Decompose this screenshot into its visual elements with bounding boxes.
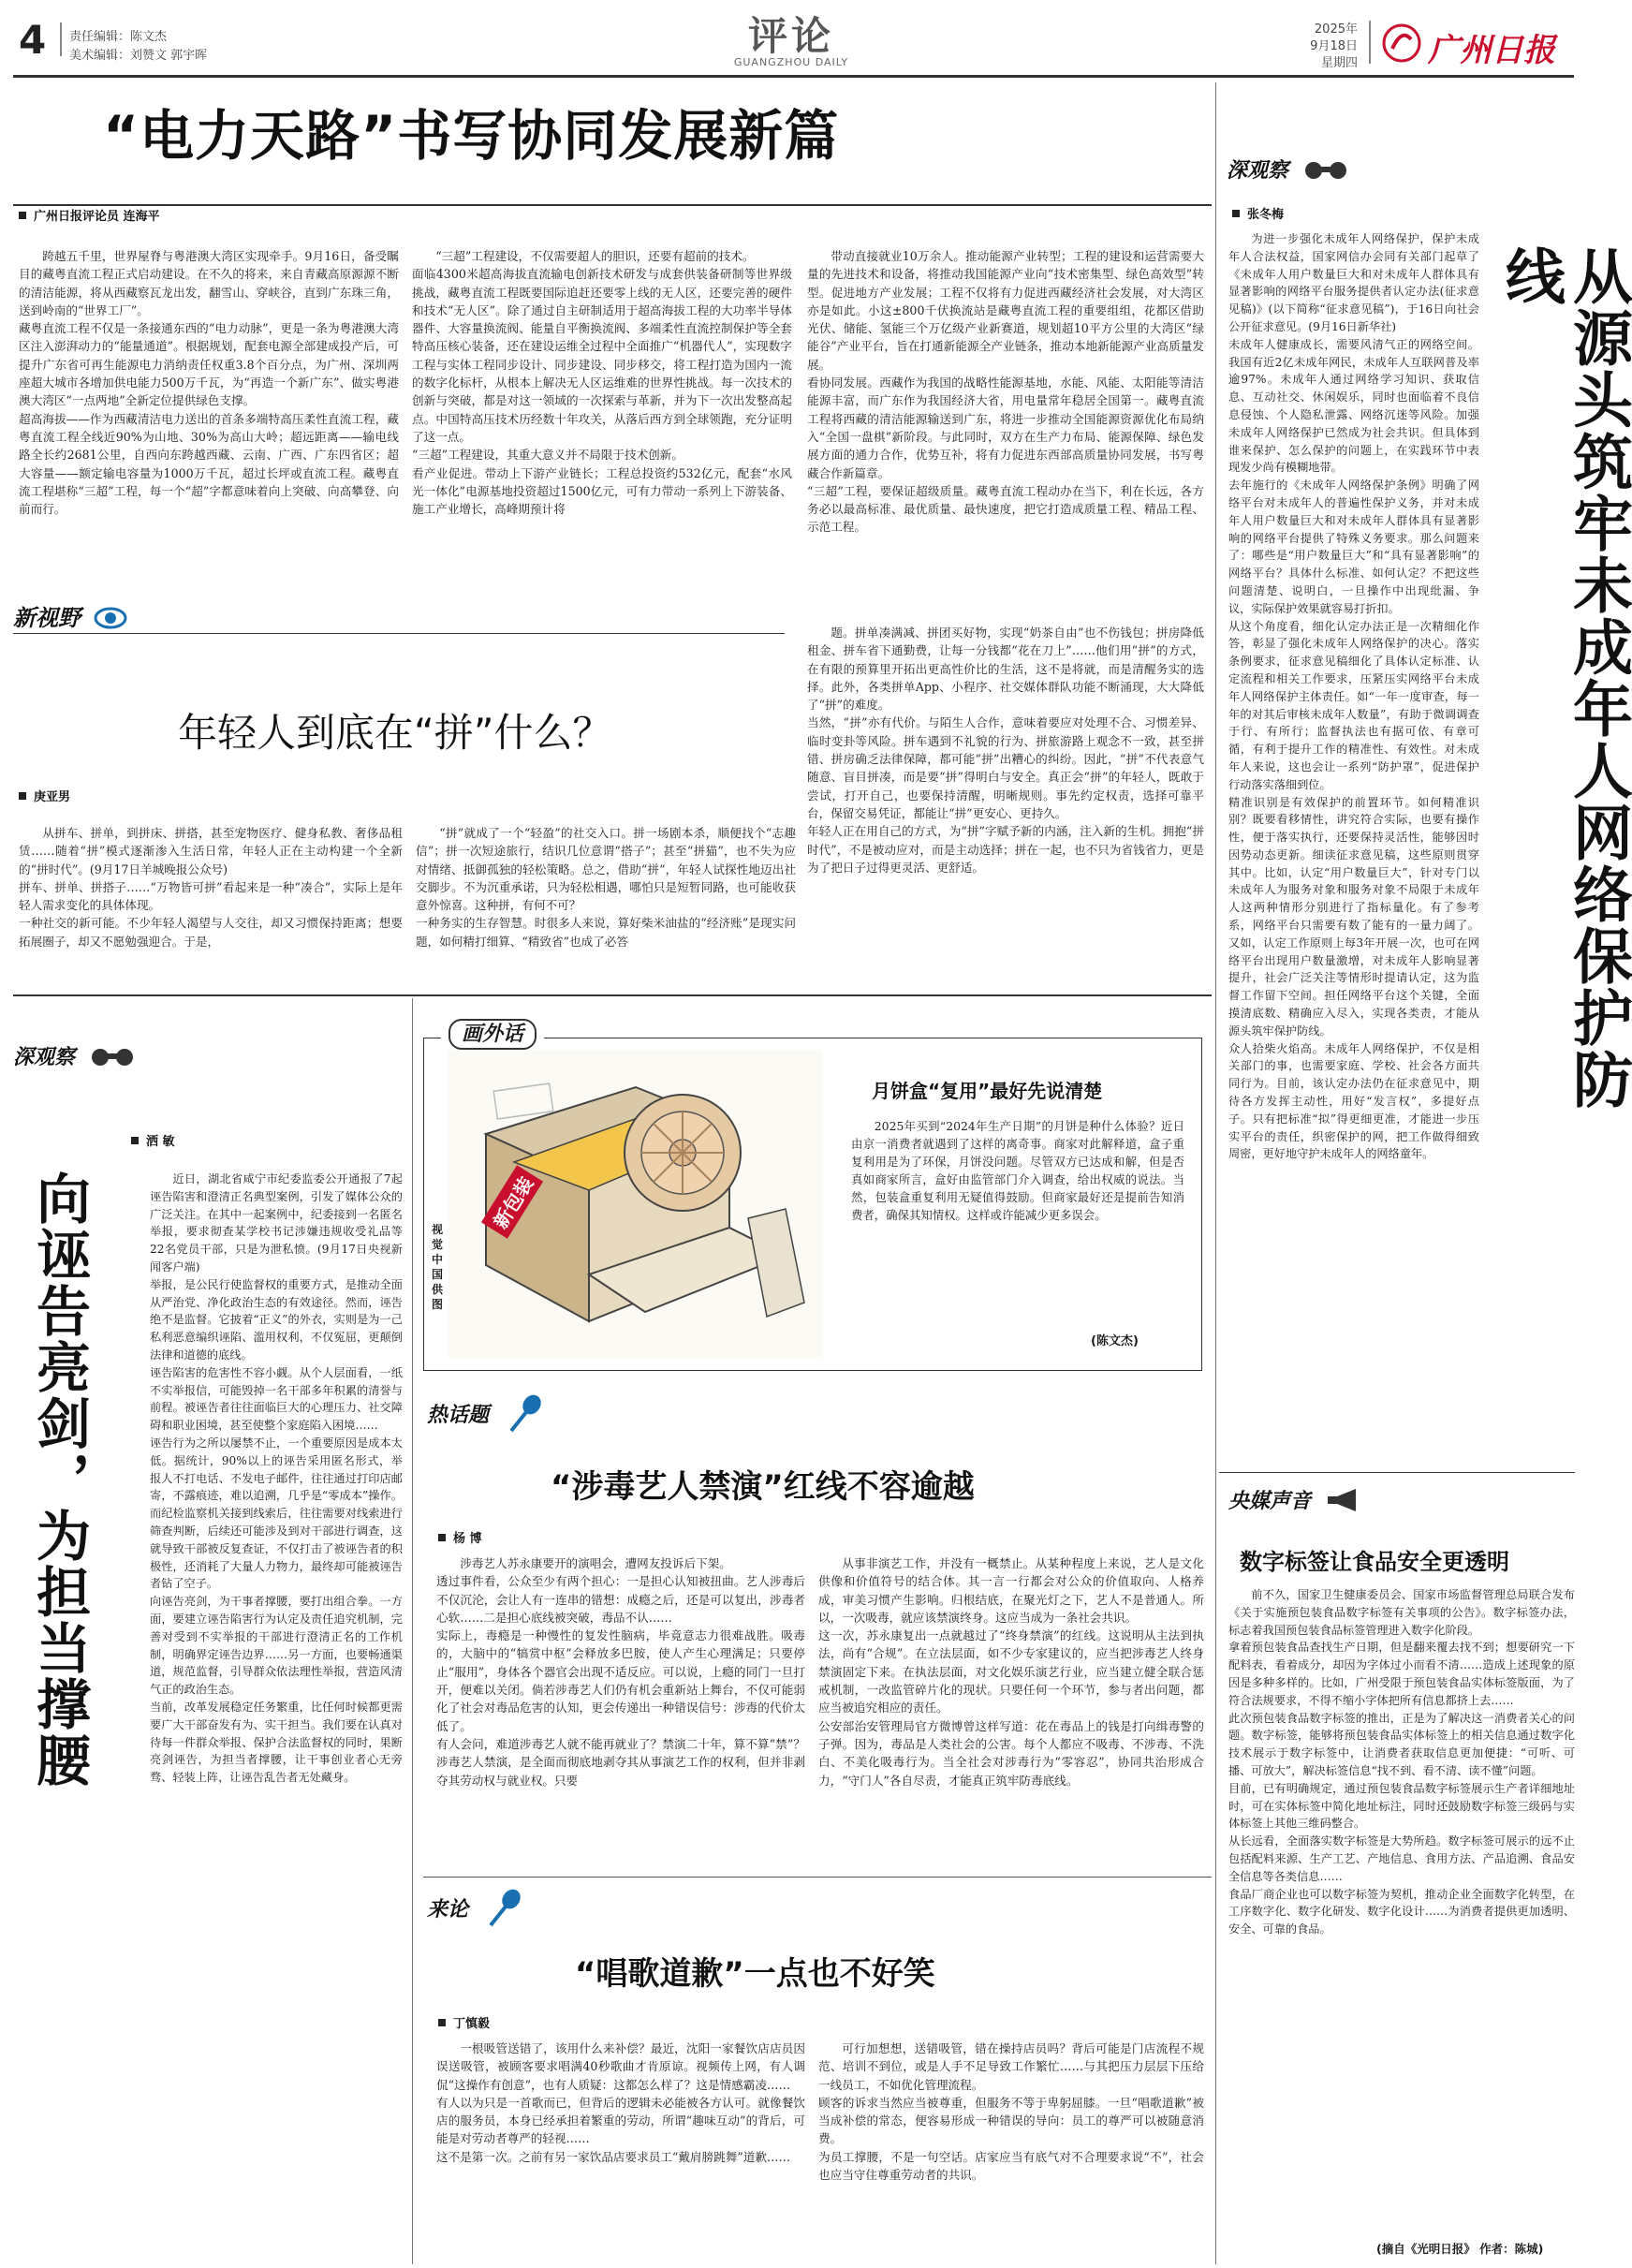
section-tag: [427, 1393, 545, 1435]
bullet-square: [1232, 210, 1240, 217]
masthead: [0, 0, 1587, 77]
weekday: 星期四: [1320, 56, 1358, 70]
section-tag-text: 新视野: [13, 605, 81, 631]
section-tag: [1227, 155, 1350, 184]
section-tag: [427, 1888, 524, 1929]
section-tag-text: 热话题: [427, 1404, 490, 1427]
section-tag-text: 深观察: [1227, 159, 1289, 183]
cartoon-author: (陈文杰): [1091, 1334, 1139, 1348]
byline-text: 杨 博: [453, 1532, 482, 1546]
byline-text: 洒 敏: [146, 1135, 175, 1149]
byline: [438, 2013, 490, 2031]
bullet-square: [438, 1534, 446, 1541]
section-title: 评论: [747, 13, 834, 59]
bullet-square: [438, 2019, 446, 2026]
cartoon-text: 2025年买到“2024年生产日期”的月饼是种什么体验？近日由京一消费者就遇到了这样的离奇事。商家对此解释道，盒子重复利用是为了环保，月饼没问题。尽管双方已达成和解，但是否真如商家所言，盒好由监管部门介入调查，给出权威的说法。当然，包装盒重复利用无疑值得鼓励。但商家最好还是提前告知消费者，确保其知情权。这样或许能减少更多误会。: [851, 1119, 1184, 1222]
section-subtitle: GUANGZHOU DAILY: [733, 56, 849, 68]
binoculars-icon: [1301, 159, 1350, 180]
byline: [438, 1528, 482, 1546]
article-column: [818, 2040, 1204, 2261]
divider: [13, 204, 1212, 206]
article-body: 带动直接就业10万余人。推动能源产业转型；工程的建设和运营需要大量的先进技术和设备，将推动我国能源产业向“技术密集型、绿色高效型”转型。促进地方产业发展；工程不仅将有力促进西藏经济社会发展，对大湾区亦是如此。小这±800千伏换流站是藏粤直流工程的重要组组，花都区借助光伏、储能、氢能三个万亿级产业新赛道，规划超10平方公里的大湾区“绿能谷”产业平台，旨在打通新能源全产业链条，推动本地新能源产业高质量发展。 看协同发展。西藏作为我国的战略性能源基地，水能、风能、太阳能等清洁能源丰富，而广东作为我国经济大省，用电量常年稳居全国第一。藏粤直流工程将西藏的清洁能源输送到广东，将进一步推动全国能源资源优化布局纳入“全国一盘棋”新阶段。与此同时，双方在生产力布局、能源保障、绿色发展方面的通力合作，优势互补，将有力促进东西部高质量协同发展，书写粤藏合作新篇章。 “三超”工程，要保证超级质量。藏粤直流工程动办在当下，利在长远，各方务必以最高标准、最优质量、最快速度，把它打造成质量工程、精品工程、示范工程。: [807, 249, 1204, 535]
vertical-headline: 从源头筑牢未成年人网络保护防线: [1495, 245, 1632, 1111]
article-body: “三超”工程建设，不仅需要超人的胆识，还要有超前的技术。 面临4300米超高海拔直流输电创新技术研发与成套供装备研制等世界级挑战，藏粤直流工程既要国际追赶还要零上线的无人区，还要完善的硬件和技术“无人区”。除了通过自主研制适用于超高海拔工程的大功率半导体器件、大容量换流阀、能量自平衡换流阀、多端柔性直流控制保护等全套特高压核心装备，还在建设运维全过程中全面推广“机器代人”，实现数字工程与实体工程同步设计、同步建设、同步移交，将工程打造为国内一流的数字化标杆，从根本上解决无人区运维难的世界性挑战。每一次技术的创新与突破，都是对这一领域的一次探索与革新，并为下一次出发整高起点。中国特高压技术历经数十年攻关，从落后西方到全球领跑，充分证明了这一点。 “三超”工程建设，其重大意义并不局限于技术创新。 看产业促进。带动上下游产业链长；工程总投资约532亿元，配套“水风光一体化”电源基地投资超过1500亿元，可有力带动一系列上下游装备、施工产业增长，高峰期预计将: [412, 249, 792, 517]
cartoon-box: [423, 1023, 1202, 1371]
divider: [1369, 21, 1371, 64]
article-column: [1228, 1586, 1575, 2232]
bullet-square: [19, 212, 26, 219]
article-body: 涉毒艺人苏永康要开的演唱会，遭网友投诉后下架。 透过事件看，公众至少有两个担心：一是担心认知被扭曲。艺人涉毒后不仅沉沦，会让人有一连串的错想：成瘾之后，还是可以复出，涉毒者心软……二是担心底线被突破，毒品不认…… 实际上，毒瘾是一种慢性的复发性脑病，毕竟意志力很难战胜。吸毒的，大脑中的“犒赏中枢”会释放多巴胺，使人产生心理满足；只要停止“服用”，身体各个器官会出现不适反应。可以说，上瘾的同门一旦打开，便难以关闭。倘若涉毒艺人们仍有机会重新站上舞台，不仅可能弱化了社会对毒品危害的认知，更会传递出一种错误信号：涉毒的代价太低了。 有人会问，难道涉毒艺人就不能再就业了？禁演二十年，算不算“禁”？涉毒艺人禁演，是全面而彻底地剥夺其从事演艺工作的权利，但并非剥夺其劳动权与就业权。只要: [436, 1556, 805, 1788]
article-headline: 数字标签让食品安全更透明: [1240, 1549, 1509, 1575]
byline: [19, 206, 160, 224]
article-body: 从事非演艺工作，并没有一概禁止。从某种程度上来说，艺人是文化供像和价值符号的结合体。其一言一行都会对公众的价值取向、人格养成，审美习惯产生影响。归根结底，在聚光灯之下，艺人不是普通人。所以，一次吸毒，就应该禁演终身。这应当成为一条社会共识。 这一次，苏永康复出一点就越过了“终身禁演”的红线。这说明从主法到执法，尚有“合规”。在立法层面，如不少专家建议的，应当把涉毒艺人终身禁演固定下来。在执法层面，对文化娱乐演艺行业，应当建立健全联合惩戒机制，一改监管碎片化的现状。只要任何一个环节，参与者出问题，都应当被追究相应的责任。 公安部治安管理局官方微博曾这样写道：花在毒品上的钱是打向缉毒警的子弹。因为，毒品是人类社会的公害。每个人都应不吸毒、不涉毒、不洗白、不美化吸毒行为。当全社会对涉毒行为“零容忍”，协同共治形成合力，“守门人”各自尽责，才能真正筑牢防毒底线。: [818, 1556, 1204, 1788]
byline-text: 广州日报评论员 连海平: [34, 210, 160, 224]
article-body: 为进一步强化未成年人网络保护，保护未成年人合法权益，国家网信办会同有关部门起草了《未成年人用户数量巨大和对未成年人群体具有显著影响的网络平台服务提供者认定办法(征求意见稿)》(以下简称“征求意见稿”)，于16日向社会公开征求意见。(9月16日新华社) 未成年人健康成长，需要风清气正的网络空间。我国有近2亿未成年网民，未成年人互联网普及率逾97%。未成年人通过网络学习知识、获取信息、互动社交、休闲娱乐，同时也面临着不良信息侵蚀、个人隐私泄露、网络沉迷等风险。加强未成年人网络保护已然成为社会共识。但具体到谁来保护、怎么保护的问题上，在实践环节中表现发少尚有模糊地带。 去年施行的《未成年人网络保护条例》明确了网络平台对未成年人的普遍性保护义务，并对未成年人用户数量巨大和对未成年人群体具有显著影响的网络平台提供了特殊义务要求。那么问题来了：哪些是“用户数量巨大”和“具有显著影响”的网络平台？具体什么标准、如何认定？不把这些问题清楚、说明白，一旦操作中出现纰漏、争议，实际保护效果就容易打折扣。 从这个角度看，细化认定办法正是一次精细化作答，彰显了强化未成年人网络保护的决心。落实条例要求，征求意见稿细化了具体认定标准、认定流程和相关工作要求，压紧压实网络平台未成年人网络保护主体责任。如“一年一度审查，每一年的对其后审核未成年人数量”，有助于微调调查于行、有所行；监督执法也有据可依、有章可循，有利于提升工作的精准性、有效性。对未成年人来说，这也会让一系列“防护罩”，促进保护行动落实落细到位。 精准识别是有效保护的前置环节。如何精准识别？既要看移情性，讲究符合实际，也要有操作性，便于落实执行，还要保持灵活性，能够因时因势动态更新。细读征求意见稿，这些原则贯穿其中。比如，认定“用户数量巨大”，针对专门以未成年人为服务对象和服务对象不局限于未成年人这两种情形分别进行了指标量化。有了参考系，网络平台只需要有数了能有的一量力阔了。又如，认定工作原则上每3年开展一次，也可在网络平台出现用户数量激增，对未成年人影响显著提升，社会广泛关注等情形时提请认定，这为监督工作留下空间。担任网络平台这个关键，全面摸清底数、精确应入尽入，实现各类责，才能从源头筑牢保护防线。 众人拾柴火焰高。未成年人网络保护，不仅是相关部门的事，也需要家庭、学校、社会各方面共同行为。目前，该认定办法仍在征求意见中，期待各方发挥主动性，用好“发言权”，多提好点子。只有把标准“拟”得更细更准，才能进一步压实平台的责任，织密保护的网，把工作做得细致周密，更好地守护未成年人的网络童年。: [1228, 232, 1479, 1161]
cartoon-box-label: 新包装: [481, 1165, 543, 1239]
divider: [1219, 1472, 1575, 1473]
article-body: 一根吸管送错了，该用什么来补偿？最近，沈阳一家餐饮店店员因误送吸管，被顾客要求唱满40秒歌曲才肯原谅。视频传上网，有人调侃“这操作有创意”，也有人质疑：这都怎么样了？这是情感霸凌…… 有人以为只是一首歌而已，但背后的逻辑未必能被各方认可。就像餐饮店的服务员，本身已经承担着繁重的劳动，所谓“趣味互动”的背后，可能是对劳动者尊严的轻视…… 这不是第一次。之前有另一家饮品店要求员工“戴肩膀跳舞”道歉……: [436, 2041, 805, 2164]
article-body: “拼”就成了一个“轻盈”的社交入口。拼一场剧本杀，顺便找个“志趣信”；拼一次短途旅行，结识几位意谓“搭子”；甚至“拼猫”，也不失为应对情绪、抵御孤独的轻松策略。总之，借助“拼”，年轻人试探性地迈出社交脚步。不为沉重承诺，只为轻松相遇，哪怕只是短暂同路，也可能收获意外惊喜。这种拼，有何不可？ 一种务实的生存智慧。时很多人来说，算好柴米油盐的“经济账”是现实问题，如何精打细算、“精致省”也成了必答: [416, 826, 796, 949]
article-body: 题。拼单凑满减、拼团买好物，实现“奶茶自由”也不伤钱包；拼房降低租金、拼车省下通勤费，让每一分钱都“花在刀上”……他们用“拼”的方式，在有限的预算里开拓出更高性价比的生活，这不是将就，而是清醒务实的选择。此外，各类拼单App、小程序、社交媒体群队功能不断涌现，大大降低了“拼”的难度。 当然，“拼”亦有代价。与陌生人合作，意味着要应对处理不合、习惯差异、临时变卦等风险。拼车遇到不礼貌的行为、拼旅游路上观念不一致，甚至拼错、拼房确乏法律保障，都可能“拼”出糟心的纠纷。因此，“拼”不代表意气随意、盲目拼凑，而是要“拼”得明白与安全。真正会“拼”的年轻人，既敢于尝试，打开自己，也要保持清醒，明晰规则。事先约定权责，选择可靠平台，保留交易凭证，都能让“拼”更安心、更持久。 年轻人正在用自己的方式，为“拼”字赋予新的内涵，注入新的生机。拥抱“拼时代”，不是被动应对，而是主动选择；拼在一起，也不只为省钱省力，更是为了把日子过得更灵活、更舒适。: [807, 626, 1204, 875]
section-tag-text: 深观察: [13, 1046, 76, 1069]
page-number: 4: [19, 17, 47, 63]
divider: [412, 998, 413, 2264]
megaphone-icon: [1324, 1487, 1361, 1513]
masthead-rule: [13, 75, 1574, 78]
divider: [423, 1877, 1212, 1878]
article-column: [19, 824, 403, 959]
paper-logo: [1381, 21, 1568, 69]
article-column: [818, 1554, 1204, 1869]
byline-text: 丁慎毅: [453, 2017, 491, 2031]
article-column: [19, 247, 399, 564]
section-tag-text: 来论: [427, 1898, 469, 1922]
article-body: 从拼车、拼单，到拼床、拼搭，甚至宠物医疗、健身私教、奢侈品租赁……随着“拼”模式逐渐渗入生活日常，年轻人正在主动构建一个全新的“拼时代”。(9月17日羊城晚报公众号) 拼车、拼单、拼搭子……“万物皆可拼”看起来是一种“凑合”，实际上是年轻人需求变化的具体体现。 一种社交的新可能。不少年轻人渴望与人交往，却又习惯保持距离；想要拓展圈子，却又不愿勉强迎合。于是，: [19, 826, 403, 949]
binoculars-icon: [88, 1046, 137, 1067]
byline-text: 庚亚男: [34, 790, 71, 804]
paper-name: 广州日报: [1428, 32, 1555, 69]
article-body: 近日，湖北省咸宁市纪委监委公开通报了7起诬告陷害和澄清正名典型案例，引发了媒体公众的广泛关注。在其中一起案例中，纪委接到一名匿名举报，要求彻查某学校书记涉嫌违规收受礼品等22名党员干部，只是为泄私愤。(9月17日央视新闻客户端) 举报，是公民行使监督权的重要方式，是推动全面从严治党、净化政治生态的有效途径。然而，诬告绝不是监督。它披着“正义”的外衣，实则是为一己私利恶意编织诬陷、滥用权利，不仅冤屈，更颠倒法律和道德的底线。 诬告陷害的危害性不容小觑。从个人层面看，一纸不实举报信，可能毁掉一名干部多年积累的清誉与前程。被诬告者往往面临巨大的心理压力、社交障碍和职业困境，甚至使整个家庭陷入困境…… 诬告行为之所以屡禁不止，一个重要原因是成本太低。据统计，90%以上的诬告采用匿名形式，举报人不打电话、不发电子邮件，往往通过打印店邮寄，不露痕迹，难以追溯，几乎是“零成本”操作。而纪检监察机关接到线索后，往往需要对线索进行筛查判断，后续还可能涉及到对干部进行调查，这就导致干部被反复查证，不仅打击了被诬告者的积极性，还消耗了大量人力物力，最终却可能被诬告者钻了空子。 向诬告亮剑，为干事者撑腰，要打出组合拳。一方面，要建立诬告陷害行为认定及责任追究机制，完善对受到不实举报的干部进行澄清正名的工作机制，明确界定诬告边界……另一方面，也要畅通渠道，规范监督，引导群众依法理性举报，营造风清气正的政治生态。 当前，改革发展稳定任务繁重，比任何时候都更需要广大干部奋发有为、实干担当。我们要在认真对待每一件群众举报、保护合法监督权的同时，果断亮剑诬告，为担当者撑腰，让干事创业者心无旁骛、轻装上阵，让诬告乱告者无处藏身。: [150, 1172, 403, 1785]
section-tag: [1228, 1485, 1361, 1514]
byline: [131, 1131, 175, 1149]
divider: [1215, 82, 1216, 2264]
bullet-square: [19, 792, 26, 800]
byline: [1232, 204, 1284, 222]
editor-line: 责任编辑：陈文杰: [69, 30, 168, 44]
article-headline: “唱歌道歉”一点也不好笑: [575, 1955, 935, 1993]
section-tag: [13, 599, 127, 632]
cartoon-title: 月饼盒“复用”最好先说清楚: [872, 1080, 1103, 1102]
section-tag: [13, 1041, 137, 1070]
section-tag-text: 画外话: [448, 1019, 537, 1050]
article-column: [436, 2040, 805, 2261]
vertical-headline: 向诬告亮剑，为担当撑腰: [27, 1171, 91, 1789]
article-body: 跨越五千里，世界屋脊与粤港澳大湾区实现牵手。9月16日，备受瞩目的藏粤直流工程正式启动建设。在不久的将来，来自青藏高原源源不断的清洁能源，将从西藏察瓦龙出发，翻雪山、穿峡谷，直到广东珠三角，送到岭南的“世界工厂”。 藏粤直流工程不仅是一条接通东西的“电力动脉”，更是一条为粤港澳大湾区注入澎湃动力的“能量通道”。根据规划，配套电源全部建成投产后，可提升广东省可再生能源电力消纳责任权重3.8个百分点，为广州、深圳两座超大城市各增加供电能力500万千瓦，为“再造一个新广东”、做实粤港澳大湾区“一点两地”全新定位提供绿色支撑。 超高海拔——作为西藏清洁电力送出的首条多端特高压柔性直流工程，藏粤直流工程全线近90%为山地、30%为高山大岭；超远距离——输电线路全长约2681公里，自西向东跨越西藏、云南、广西、广东四省区；超大容量——额定输电容量为1000万千瓦，超过长坪或直流工程。藏粤直流工程堪称“三超”工程，每一个“超”字都意味着向上突破、向高攀登、向前而行。: [19, 249, 399, 517]
microphone-icon: [483, 1888, 524, 1929]
byline-text: 张冬梅: [1247, 208, 1285, 222]
cartoon-side-label: 视觉中国 供图: [432, 1223, 444, 1311]
bullet-square: [131, 1137, 139, 1144]
editor-line: 美术编辑：刘赞文 郭宇晖: [69, 49, 208, 63]
article-body: 前不久，国家卫生健康委员会、国家市场监督管理总局联合发布《关于实施预包装食品数字标签有关事项的公告》。数字标签办法，标志着我国预包装食品标签管理进入数字化阶段。 拿着预包装食品查找生产日期，但是翻来覆去找不到；想要研究一下配料表，看着成分，却因为字体过小而看不清……造成上述现象的原因是多种多样的。比如，广州受限于预包装食品实体标签版面，为了符合法规要求，不得不缩小字体把所有信息都挤上去…… 此次预包装食品数字标签的推出，正是为了解决这一消费者关心的问题。数字标签，能够将预包装食品实体标签上的相关信息通过数字化技术展示于数字标签中，让消费者获取信息更加便捷：“可听、可播、可放大”，解决标签信息“找不到、看不清、读不懂”问题。 目前，已有明确规定，通过预包装食品数字标签展示生产者详细地址时，可在实体标签中简化地址标注，同时还鼓励数字标签三级码与实体标签上其他三维码整合。 从长远看，全面落实数字标签是大势所趋。数字标签可展示的远不止包括配料来源、生产工艺、产地信息、食用方法、产品追溯、食品安全信息等各类信息…… 食品厂商企业也可以数字标签为契机，推动企业全面数字化转型，在工序数字化、数字化研发、数字化设计……为消费者提供更加透明、安全、可靠的食品。: [1228, 1588, 1575, 1937]
article-column: [436, 1554, 805, 1869]
article-column: [807, 624, 1204, 959]
date-year: 2025年: [1314, 22, 1358, 37]
article-column: [150, 1171, 403, 2247]
eye-icon: [94, 607, 127, 629]
divider: [60, 22, 62, 56]
paper-logo-icon: [1381, 22, 1422, 64]
article-headline: “电力天路”书写协同发展新篇: [103, 104, 840, 168]
article-column: [1228, 230, 1479, 1260]
divider: [13, 633, 785, 634]
microphone-icon: [504, 1393, 545, 1435]
article-headline: 年轻人到底在“拼”什么？: [178, 710, 612, 756]
article-headline: “涉毒艺人禁演”红线不容逾越: [551, 1468, 975, 1506]
byline: [19, 787, 70, 804]
date-day: 9月18日: [1310, 39, 1358, 53]
cartoon-tag: [441, 1018, 544, 1047]
section-tag-text: 央媒声音: [1228, 1490, 1312, 1513]
divider: [13, 994, 1212, 996]
article-column: [416, 824, 796, 959]
article-body: 可行加想想，送错吸管，错在操持店员吗？背后可能是门店流程不规范、培训不到位，或是人手不足导致工作繁忙……与其把压力层层下压给一线员工，不如优化管理流程。 顾客的诉求当然应当被尊重，但服务不等于卑躬屈膝。一旦“唱歌道歉”被当成补偿的常态，便容易形成一种错误的导向：员工的尊严可以被随意消费。 为员工撑腰，不是一句空话。店家应当有底气对不合理要求说“不”，社会也应当守住尊重劳动者的共识。: [818, 2041, 1204, 2183]
article-column: [412, 247, 792, 564]
source-note: (摘自《光明日报》 作者：陈城): [1376, 2242, 1544, 2256]
article-column: [807, 247, 1204, 564]
